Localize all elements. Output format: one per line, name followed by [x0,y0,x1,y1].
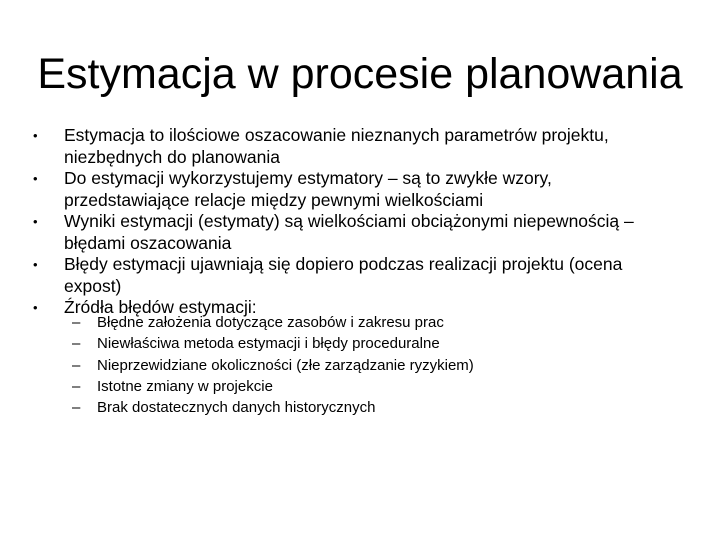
sub-bullet-item [0,397,720,418]
sub-bullet-text: Niewłaściwa metoda estymacji i błędy proceduralne [97,335,440,353]
bullet-item [0,168,664,211]
sub-bullet-item [0,355,720,376]
sub-bullet-marker: – [72,356,81,374]
bullet-marker: • [33,214,38,229]
sub-bullet-text: Błędne założenia dotyczące zasobów i zakresu prac [97,314,444,331]
bullet-marker: • [33,300,38,315]
bullet-item [0,125,664,168]
bullet-text: Wyniki estymacji (estymaty) są wielkościami obciążonymi niepewnością – błędami oszacowania [64,211,634,253]
bullet-list [0,125,720,319]
sub-bullet-text: Brak dostatecznych danych historycznych [97,399,376,417]
bullet-text: Błędy estymacji ujawniają się dopiero podczas realizacji projektu (ocena expost) [64,254,623,296]
sub-bullet-text: Nieprzewidziane okoliczności (złe zarządzanie ryzykiem) [97,356,474,374]
bullet-item [0,211,664,254]
slide-title: Estymacja w procesie planowania [37,50,683,98]
bullet-marker: • [33,257,38,272]
bullet-item [0,254,664,297]
sub-bullet-item [0,333,720,354]
sub-bullet-marker: – [72,314,81,331]
sub-bullet-item [0,376,720,397]
bullet-marker: • [33,171,38,186]
bullet-text: Źródła błędów estymacji: [64,297,257,317]
sub-bullet-marker: – [72,335,81,353]
sub-bullet-item [0,312,720,333]
sub-bullet-marker: – [72,377,81,395]
sub-bullet-list [0,312,720,418]
bullet-marker: • [33,128,38,143]
sub-bullet-marker: – [72,399,81,417]
sub-bullet-text: Istotne zmiany w projekcie [97,377,273,395]
bullet-text: Do estymacji wykorzystujemy estymatory – są to zwykłe wzory, przedstawiające relacje między pewnymi wielkościami [64,168,552,210]
bullet-text: Estymacja to ilościowe oszacowanie nieznanych parametrów projektu, niezbędnych do planowania [64,125,609,167]
